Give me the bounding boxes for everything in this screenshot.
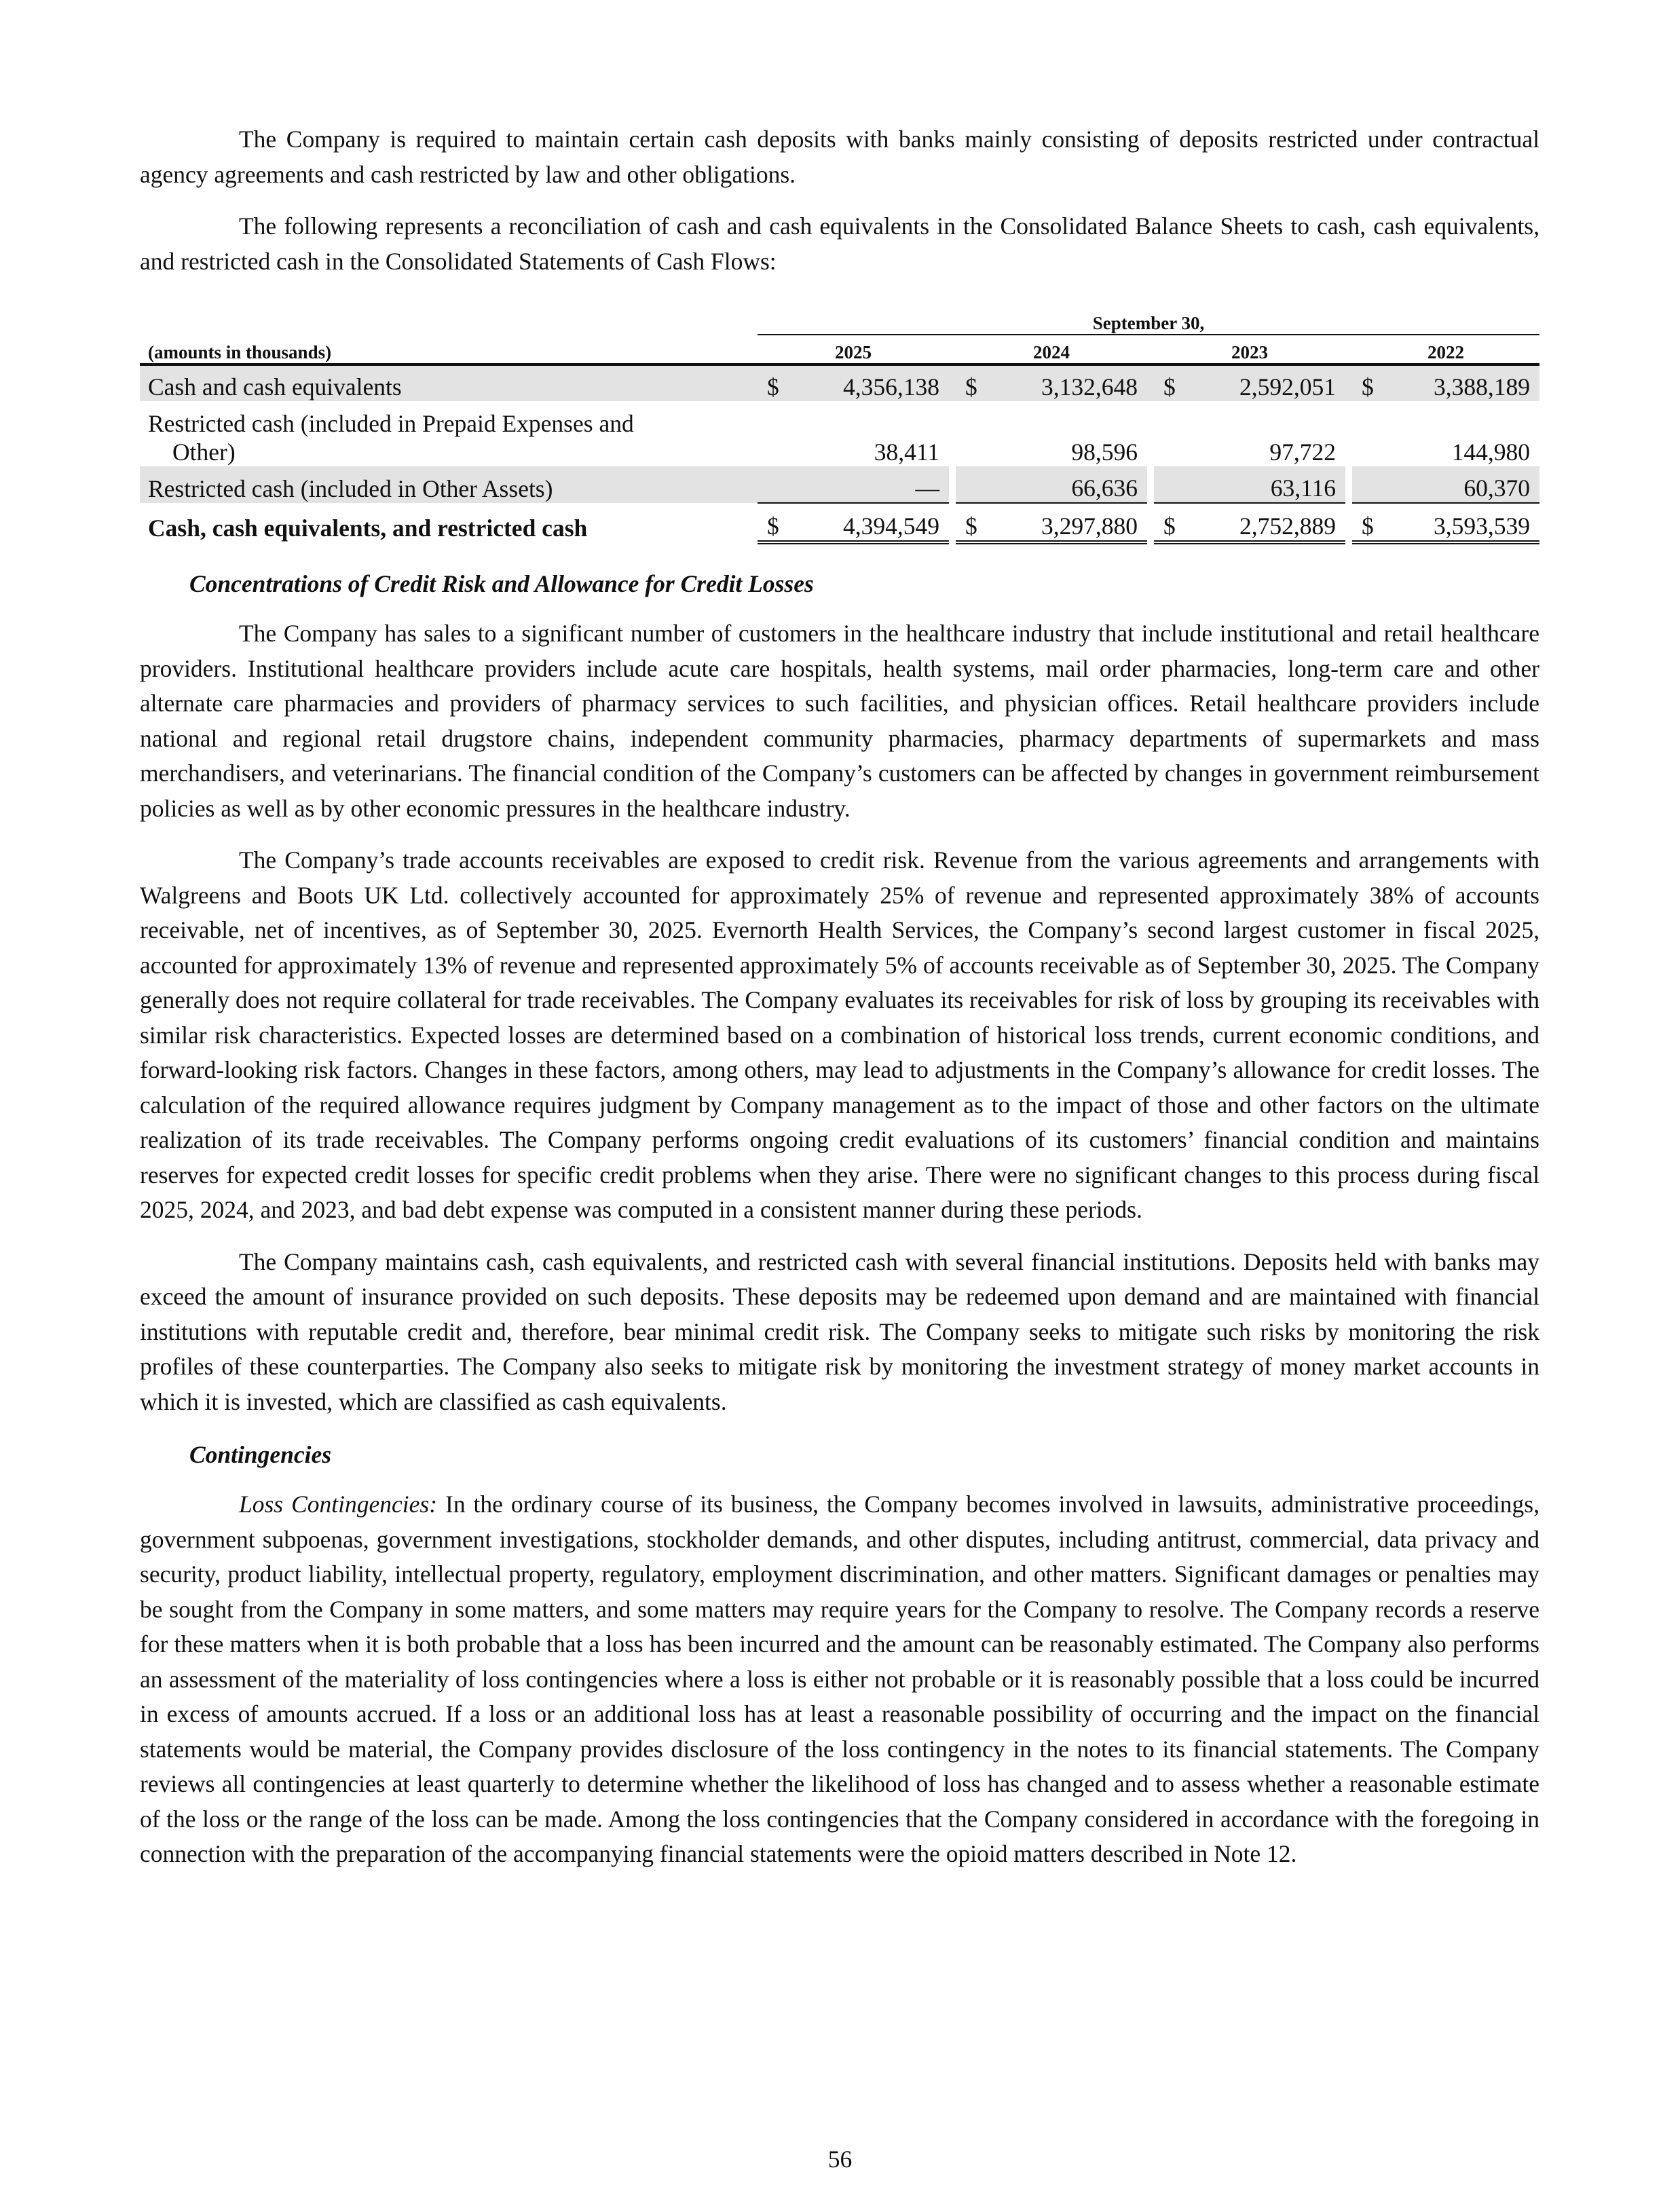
year-header-2023: 2023 <box>1231 342 1268 362</box>
year-header-2024: 2024 <box>1033 342 1070 362</box>
value-2025: 4,356,138 <box>787 364 949 401</box>
page-number: 56 <box>827 2146 853 2173</box>
row-label: Restricted cash (included in Other Assets) <box>140 466 758 503</box>
column-header-row <box>140 335 1539 364</box>
credit-paragraph-institutions: The Company maintains cash, cash equivalents, and restricted cash with several financial institutions. Deposits held with banks may exceed the amount of insurance provided on such deposits. These deposits may be redeemed upon demand and are maintained with financial institutions with reputable credit and, therefore, bear minimal credit risk. The Company seeks to mitigate such risks by monitoring the risk profiles of these counterparties. The Company also seeks to mitigate risk by monitoring the investment strategy of money market accounts in which it is invested, which are classified as cash equivalents. <box>140 1248 1539 1415</box>
cash-reconciliation-table <box>140 307 1539 544</box>
table-row-restricted-prepaid <box>140 401 1539 466</box>
currency-symbol: $ <box>956 364 986 401</box>
units-label: (amounts in thousands) <box>148 342 332 362</box>
value-2025: 4,394,549 <box>787 503 949 542</box>
value-2022: 144,980 <box>1451 438 1530 466</box>
value-2023: 97,722 <box>1269 438 1336 466</box>
currency-symbol: $ <box>758 364 787 401</box>
row-label <box>140 401 758 466</box>
credit-paragraph-receivables: The Company’s trade accounts receivables are exposed to credit risk. Revenue from the various agreements and arrangements with Walgreens and Boots UK Ltd. collectively accounted for approximately 25% of revenue and represented approximately 38% of accounts receivable, net of incentives, as of September 30, 2025. Evernorth Health Services, the Company’s second largest customer in fiscal 2025, accounted for approximately 13% of revenue and represented approximately 5% of accounts receivable as of September 30, 2025. The Company generally does not require collateral for trade receivables. The Company evaluates its receivables for risk of loss by grouping its receivables with similar risk characteristics. Expected losses are determined based on a combination of historical loss trends, current economic conditions, and forward-looking risk factors. Changes in these factors, among others, may lead to adjustments in the Company’s allowance for credit losses. The calculation of the required allowance requires judgment by Company management as to the impact of those and other factors on the ultimate realization of its trade receivables. The Company performs ongoing credit evaluations of its customers’ financial condition and maintains reserves for expected credit losses for specific credit problems when they arise. There were no significant changes to this process during fiscal 2025, 2024, and 2023, and bad debt expense was computed in a consistent manner during these periods. <box>140 846 1539 1223</box>
document-page <box>140 122 1539 1872</box>
intro-paragraph-restricted-deposits: The Company is required to maintain certain cash deposits with banks mainly consisting of deposits restricted under contractual agency agreements and cash restricted by law and other obligations. <box>140 126 1539 188</box>
value-2024: 66,636 <box>986 466 1147 503</box>
currency-symbol: $ <box>956 503 986 542</box>
row-label: Cash and cash equivalents <box>140 364 758 401</box>
value-2022: 60,370 <box>1382 466 1539 503</box>
row-label-line-2: Other) <box>172 438 236 466</box>
value-2023: 63,116 <box>1184 466 1345 503</box>
period-header: September 30, <box>758 307 1539 335</box>
contingencies-heading: Contingencies <box>189 1441 332 1468</box>
currency-symbol: $ <box>1154 364 1184 401</box>
table-row-total <box>140 503 1539 542</box>
value-2024: 98,596 <box>1071 438 1138 466</box>
value-2024: 3,297,880 <box>986 503 1147 542</box>
loss-contingencies-paragraph <box>140 1487 1539 1872</box>
credit-paragraph-customers: The Company has sales to a significant number of customers in the healthcare industry that include institutional and retail healthcare providers. Institutional healthcare providers include acute care hospitals, health systems, mail order pharmacies, long-term care and other alternate care pharmacies and providers of pharmacy services to such facilities, and physician offices. Retail healthcare providers include national and regional retail drugstore chains, independent community pharmacies, pharmacy departments of supermarkets and mass merchandisers, and veterinarians. The financial condition of the Company’s customers can be affected by changes in government reimbursement policies as well as by other economic pressures in the healthcare industry. <box>140 620 1539 822</box>
currency-symbol: $ <box>1352 364 1382 401</box>
currency-symbol: $ <box>1154 503 1184 542</box>
currency-symbol: $ <box>758 503 787 542</box>
table-row-restricted-other-assets <box>140 466 1539 503</box>
value-2024: 3,132,648 <box>986 364 1147 401</box>
loss-contingencies-runin: Loss Contingencies: <box>239 1491 438 1518</box>
intro-paragraph-reconciliation: The following represents a reconciliation of cash and cash equivalents in the Consolidated Balance Sheets to cash, cash equivalents, and restricted cash in the Consolidated Statements of Cash Flows: <box>140 212 1539 275</box>
value-2022: 3,593,539 <box>1382 503 1539 542</box>
value-2023: 2,592,051 <box>1184 364 1345 401</box>
row-label-line-1: Restricted cash (included in Prepaid Expenses and <box>148 410 634 437</box>
currency-symbol: $ <box>1352 503 1382 542</box>
value-2025: — <box>787 466 949 503</box>
value-2023: 2,752,889 <box>1184 503 1345 542</box>
credit-risk-heading: Concentrations of Credit Risk and Allowance for Credit Losses <box>189 570 814 597</box>
loss-contingencies-text: In the ordinary course of its business, the Company becomes involved in lawsuits, administrative proceedings, government subpoenas, government investigations, stockholder demands, and other disputes, including antitrust, commercial, data privacy and security, product liability, intellectual property, regulatory, employment discrimination, and other matters. Significant damages or penalties may be sought from the Company in some matters, and some matters may require years for the Company to resolve. The Company records a reserve for these matters when it is both probable that a loss has been incurred and the amount can be reasonably estimated. The Company also performs an assessment of the materiality of loss contingencies where a loss is either not probable or it is reasonably possible that a loss could be incurred in excess of amounts accrued. If a loss or an additional loss has at least a reasonable possibility of occurring and the impact on the financial statements would be material, the Company provides disclosure of the loss contingency in the notes to its financial statements. The Company reviews all contingencies at least quarterly to determine whether the likelihood of loss has changed and to assess whether a reasonable estimate of the loss or the range of the loss can be made. Among the loss contingencies that the Company considered in accordance with the foregoing in connection with the preparation of the accompanying financial statements were the opioid matters described in Note 12. <box>140 1491 1539 1867</box>
value-2022: 3,388,189 <box>1382 364 1539 401</box>
row-label: Cash, cash equivalents, and restricted cash <box>148 514 588 542</box>
period-header-row <box>140 307 1539 335</box>
table-row-cash-equivalents <box>140 364 1539 401</box>
value-2025: 38,411 <box>874 438 939 466</box>
year-header-2022: 2022 <box>1427 342 1464 362</box>
year-header-2025: 2025 <box>835 342 872 362</box>
